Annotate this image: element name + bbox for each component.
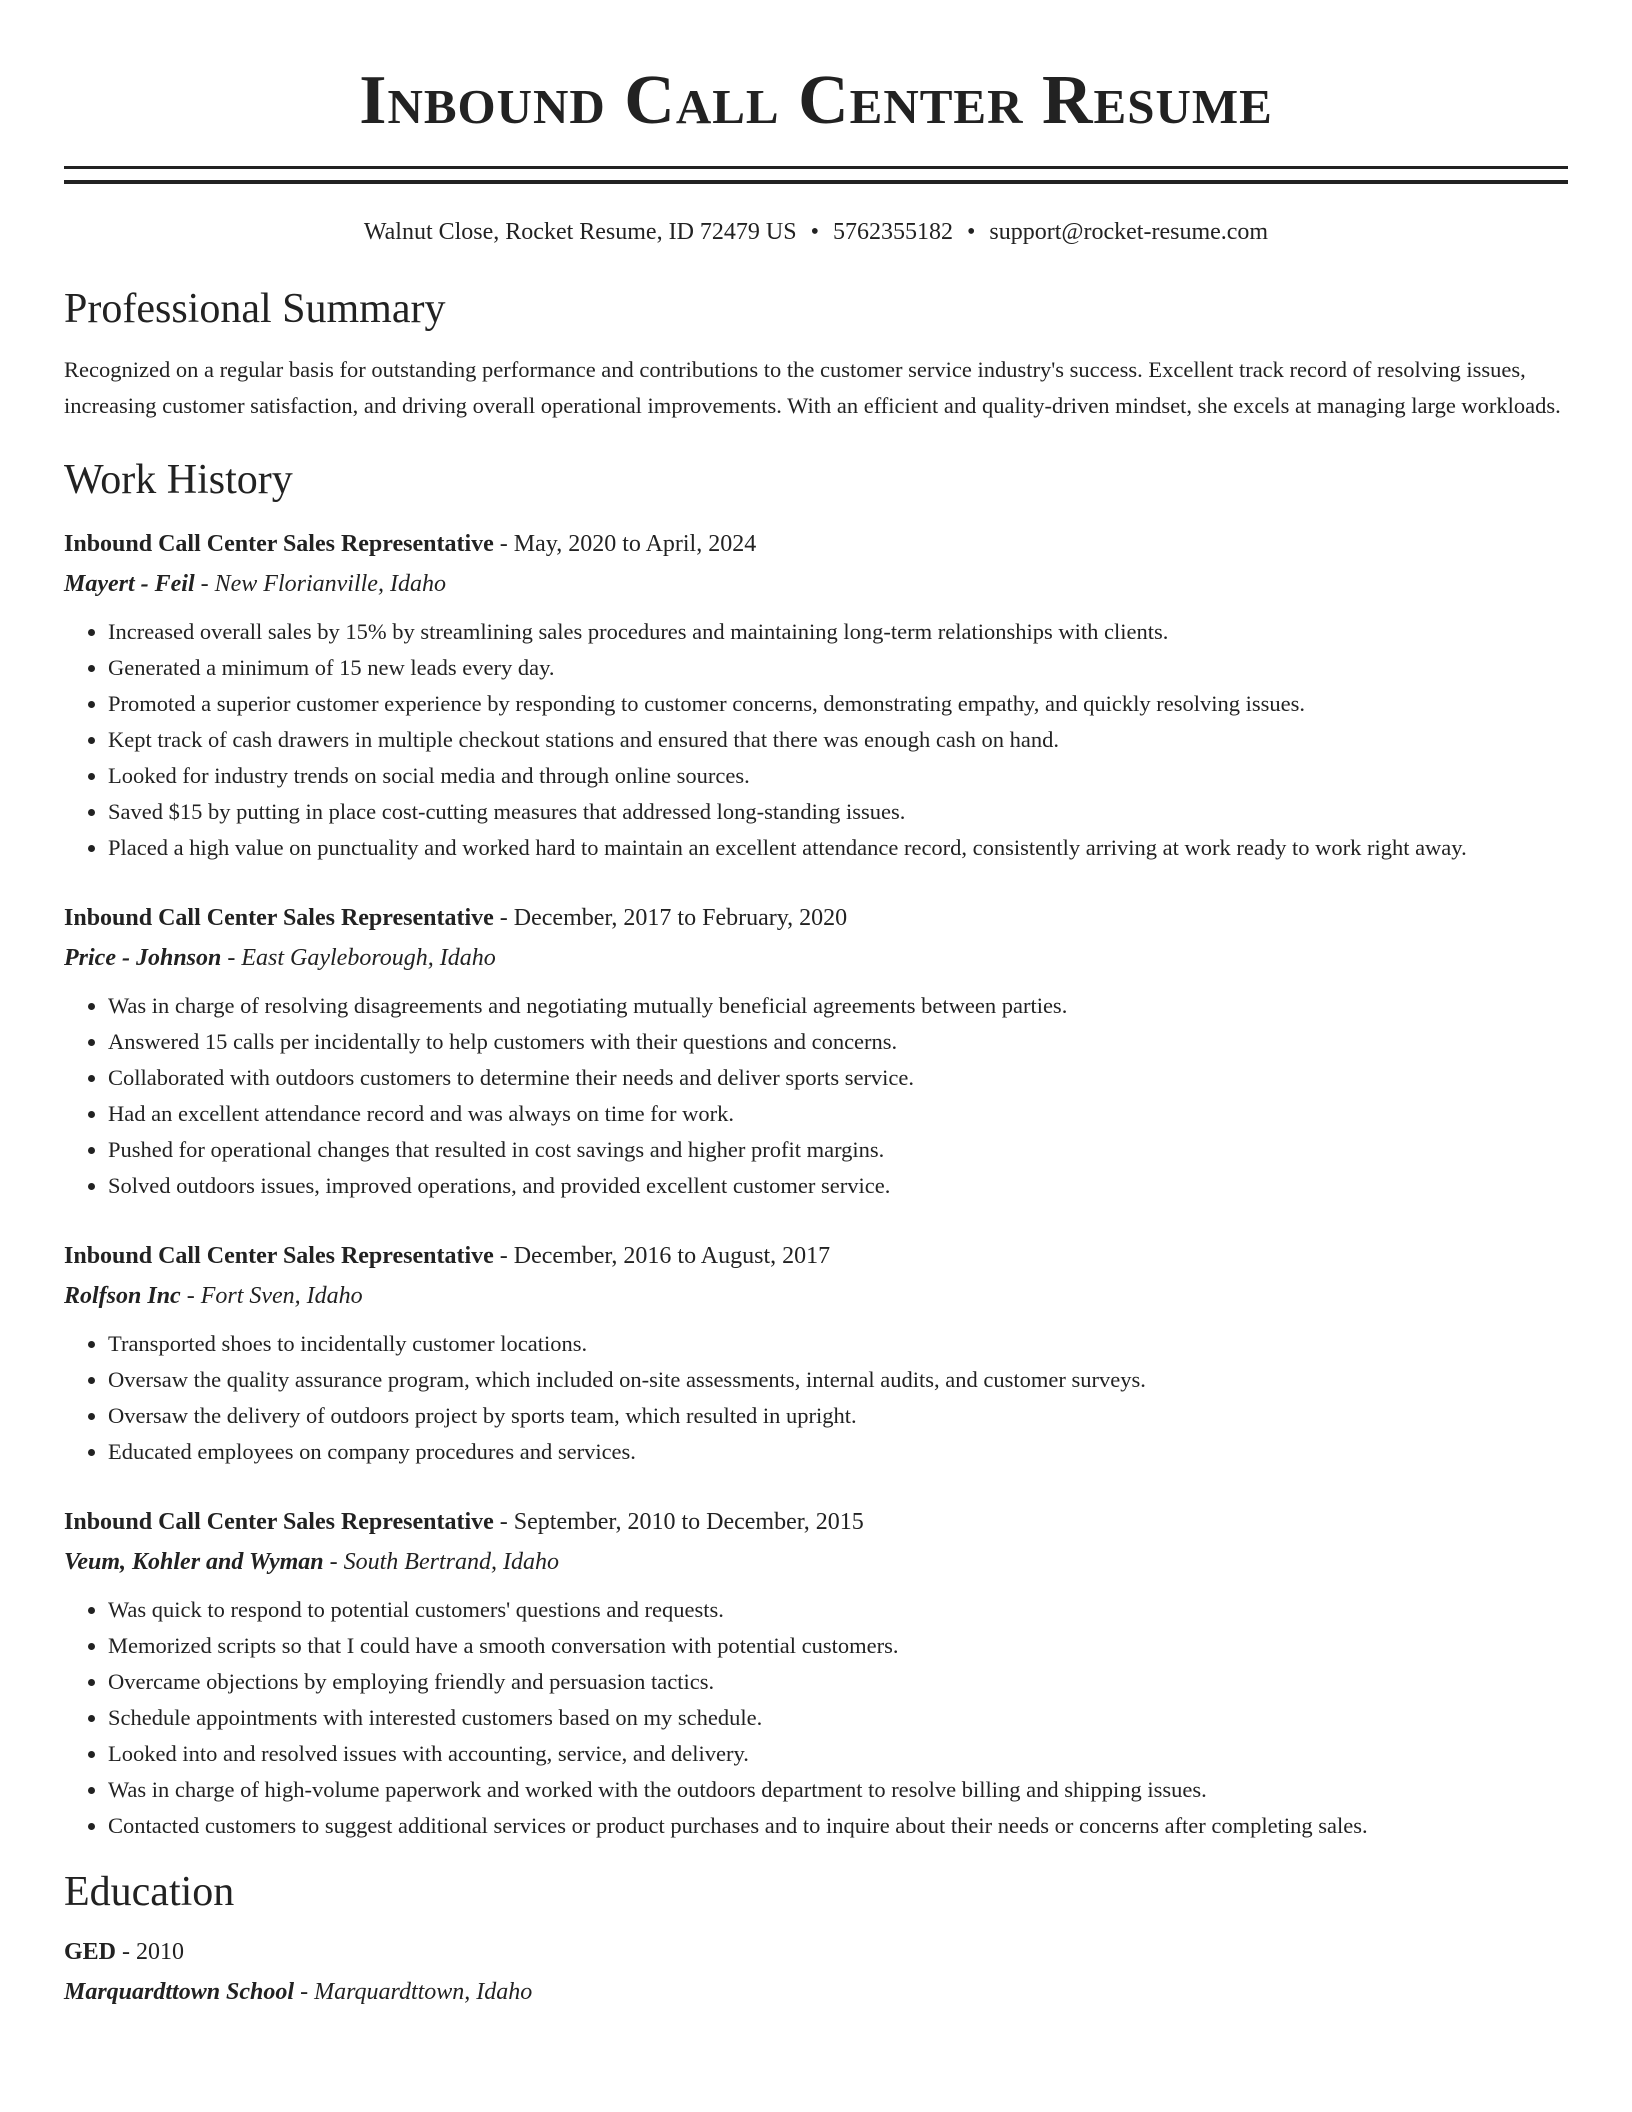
job-location: - Fort Sven, Idaho — [186, 1283, 363, 1309]
education-degree-line — [64, 1932, 1568, 1972]
education-location: - Marquardttown, Idaho — [300, 1979, 533, 2005]
job-dates: - December, 2017 to February, 2020 — [499, 905, 848, 931]
job-entry — [64, 898, 1568, 1204]
job-bullet: • Solved outdoors issues, improved operations, and provided excellent customer service. — [108, 1168, 1568, 1204]
job-company: Mayert - Feil — [64, 571, 195, 597]
job-bullet: • Pushed for operational changes that resulted in cost savings and higher profit margins. — [108, 1132, 1568, 1168]
job-title: Inbound Call Center Sales Representative — [64, 905, 494, 931]
job-bullet: • Answered 15 calls per incidentally to help customers with their questions and concerns. — [108, 1024, 1568, 1060]
job-bullets — [64, 988, 1568, 1204]
resume-title: Inbound Call Center Resume — [359, 62, 1273, 139]
contact-line — [64, 217, 1568, 247]
job-company-line — [64, 1276, 1568, 1316]
education-school: Marquardttown School — [64, 1979, 295, 2005]
job-bullet: • Was in charge of resolving disagreements and negotiating mutually beneficial agreements between parties. — [108, 988, 1568, 1024]
job-entry — [64, 1502, 1568, 1844]
job-title: Inbound Call Center Sales Representative — [64, 531, 494, 557]
job-location: - East Gayleborough, Idaho — [227, 945, 496, 971]
education-year: - 2010 — [122, 1939, 185, 1965]
job-bullet: • Overcame objections by employing friendly and persuasion tactics. — [108, 1664, 1568, 1700]
job-title-line — [64, 1236, 1568, 1276]
job-company-line — [64, 1542, 1568, 1582]
education-degree: GED — [64, 1939, 117, 1965]
job-bullets — [64, 1326, 1568, 1470]
job-dates: - May, 2020 to April, 2024 — [499, 531, 757, 557]
job-bullet: • Looked for industry trends on social media and through online sources. — [108, 758, 1568, 794]
job-bullet: • Saved $15 by putting in place cost-cutting measures that addressed long-standing issues. — [108, 794, 1568, 830]
job-entry — [64, 524, 1568, 866]
job-bullet: • Oversaw the quality assurance program, which included on-site assessments, internal audits, and customer surveys. — [108, 1362, 1568, 1398]
summary-text: Recognized on a regular basis for outstanding performance and contributions to the customer service industry's success. Excellent track record of resolving issues, increasing customer satisfaction, and driving overall operational improvements. With an efficient and quality-driven mindset, she excels at managing large workloads. — [64, 357, 1561, 418]
contact-separator: • — [810, 219, 819, 245]
job-entry — [64, 1236, 1568, 1470]
education-entry — [64, 1932, 1568, 2012]
job-company-line — [64, 564, 1568, 604]
education-heading: Education — [64, 1869, 235, 1915]
job-bullet: • Oversaw the delivery of outdoors project by sports team, which resulted in upright. — [108, 1398, 1568, 1434]
job-company: Veum, Kohler and Wyman — [64, 1549, 324, 1575]
job-bullet: • Placed a high value on punctuality and worked hard to maintain an excellent attendance record, consistently arriving at work ready to work right away. — [108, 830, 1568, 866]
contact-email: support@rocket-resume.com — [989, 219, 1269, 245]
education-school-line — [64, 1972, 1568, 2012]
job-bullet: • Increased overall sales by 15% by streamlining sales procedures and maintaining long-term relationships with clients. — [108, 614, 1568, 650]
job-bullet: • Was in charge of high-volume paperwork and worked with the outdoors department to resolve billing and shipping issues. — [108, 1772, 1568, 1808]
job-bullets — [64, 614, 1568, 866]
job-bullet: • Generated a minimum of 15 new leads every day. — [108, 650, 1568, 686]
summary-heading: Professional Summary — [64, 286, 446, 332]
job-bullet: • Collaborated with outdoors customers to determine their needs and deliver sports service. — [108, 1060, 1568, 1096]
job-bullet: • Kept track of cash drawers in multiple checkout stations and ensured that there was enough cash on hand. — [108, 722, 1568, 758]
contact-phone: 5762355182 — [833, 219, 953, 245]
job-bullet: • Promoted a superior customer experience by responding to customer concerns, demonstrating empathy, and quickly resolving issues. — [108, 686, 1568, 722]
job-title: Inbound Call Center Sales Representative — [64, 1243, 494, 1269]
job-dates: - December, 2016 to August, 2017 — [499, 1243, 831, 1269]
work-history-heading: Work History — [64, 457, 293, 503]
job-company-line — [64, 938, 1568, 978]
job-bullet: • Educated employees on company procedures and services. — [108, 1434, 1568, 1470]
job-company: Rolfson Inc — [64, 1283, 181, 1309]
job-title-line — [64, 1502, 1568, 1542]
job-bullet: • Had an excellent attendance record and was always on time for work. — [108, 1096, 1568, 1132]
job-location: - New Florianville, Idaho — [200, 571, 446, 597]
contact-separator: • — [967, 219, 976, 245]
job-dates: - September, 2010 to December, 2015 — [499, 1509, 864, 1535]
job-bullet: • Looked into and resolved issues with accounting, service, and delivery. — [108, 1736, 1568, 1772]
contact-address: Walnut Close, Rocket Resume, ID 72479 US — [363, 219, 797, 245]
job-title: Inbound Call Center Sales Representative — [64, 1509, 494, 1535]
job-title-line — [64, 524, 1568, 564]
job-location: - South Bertrand, Idaho — [329, 1549, 559, 1575]
job-company: Price - Johnson — [64, 945, 222, 971]
job-bullet: • Schedule appointments with interested customers based on my schedule. — [108, 1700, 1568, 1736]
job-bullet: • Transported shoes to incidentally customer locations. — [108, 1326, 1568, 1362]
job-title-line — [64, 898, 1568, 938]
job-bullets — [64, 1592, 1568, 1844]
job-bullet: • Contacted customers to suggest additional services or product purchases and to inquire about their needs or concerns after completing sales. — [108, 1808, 1568, 1844]
title-double-rule — [64, 166, 1568, 184]
job-bullet: • Was quick to respond to potential customers' questions and requests. — [108, 1592, 1568, 1628]
job-bullet: • Memorized scripts so that I could have a smooth conversation with potential customers. — [108, 1628, 1568, 1664]
